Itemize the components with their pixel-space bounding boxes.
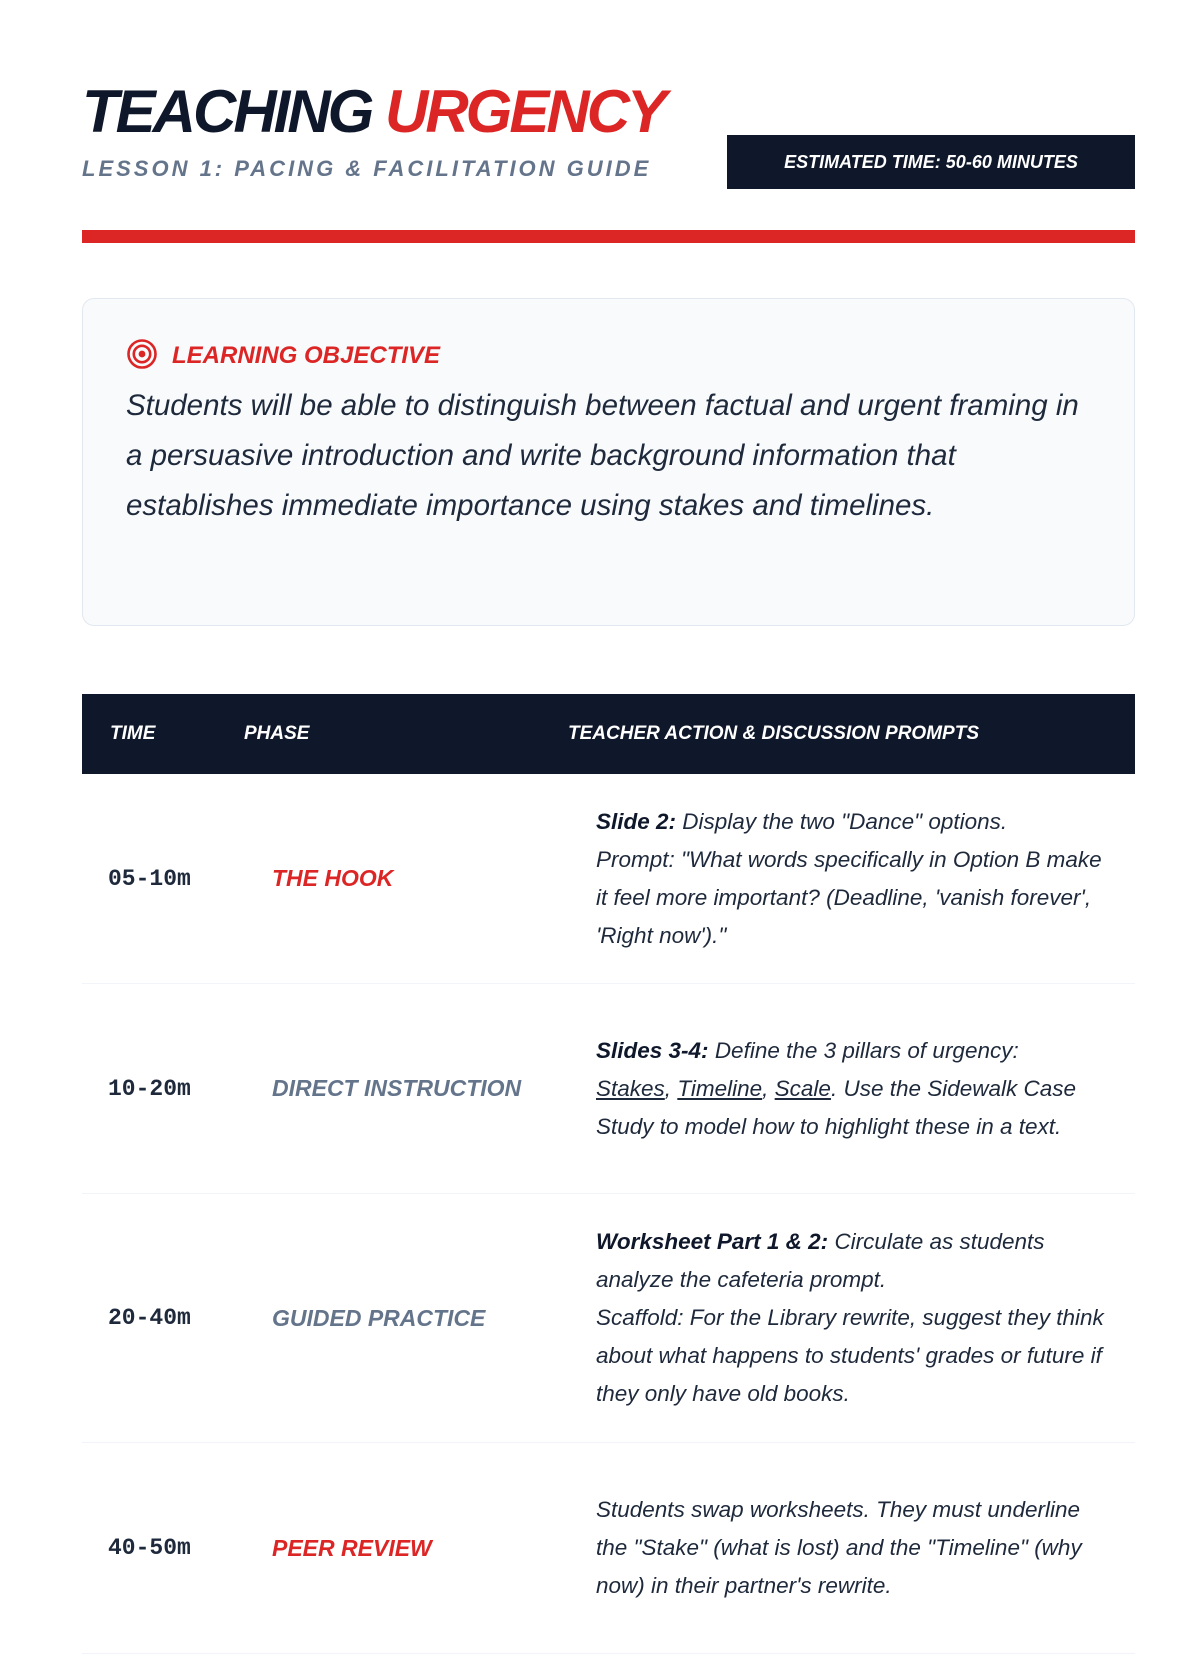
header-phase: PHASE	[244, 723, 310, 744]
row-action-text: Circulate as students analyze the cafeteria prompt.	[596, 1229, 1045, 1292]
learning-objective-card	[82, 298, 1135, 626]
row-phase: DIRECT INSTRUCTION	[272, 1075, 522, 1101]
row-action-lead: Worksheet Part 1 & 2:	[596, 1229, 829, 1254]
row-action	[596, 1032, 1135, 1146]
row-action-text: Define the 3 pillars of urgency:	[714, 1037, 1019, 1063]
row-action	[596, 803, 1135, 955]
pillar-separator: ,	[762, 1075, 775, 1101]
row-time: 05-10m	[108, 865, 191, 892]
objective-text: Students will be able to distinguish between factual and urgent framing in a persuasive introduction and write background information that establishes immediate importance using stakes and timelines.	[126, 389, 1079, 522]
row-action-text: Students swap worksheets. They must underline the "Stake" (what is lost) and the "Timeline" (why now) in their partner's rewrite.	[596, 1497, 1082, 1598]
row-time: 20-40m	[108, 1305, 191, 1331]
row-phase: GUIDED PRACTICE	[272, 1304, 486, 1331]
row-action-continuation: . Use the Sidewalk Case Study to model how to highlight these in a text.	[596, 1075, 1077, 1139]
pillar-separator: ,	[664, 1075, 678, 1101]
table-row	[82, 984, 1135, 1194]
pillar-scale: Scale	[774, 1075, 831, 1101]
row-time: 10-20m	[108, 1075, 191, 1102]
row-action-lead: Slide 2:	[596, 808, 677, 834]
header-divider	[82, 230, 1135, 243]
row-action	[596, 1223, 1135, 1413]
header-time: TIME	[110, 723, 156, 744]
row-time: 40-50m	[108, 1535, 191, 1561]
title-teaching: TEACHING	[82, 78, 372, 145]
row-action	[596, 1491, 1135, 1605]
objective-header	[126, 337, 1094, 375]
objective-label: LEARNING OBJECTIVE	[172, 342, 441, 369]
table-row	[82, 1443, 1135, 1654]
row-action-prompt: Prompt: "What words specifically in Option B make it feel more important? (Deadline, 'vanish forever', 'Right now')."	[596, 846, 1102, 948]
page-subtitle: LESSON 1: PACING & FACILITATION GUIDE	[82, 156, 652, 181]
target-icon	[126, 338, 158, 375]
pacing-table	[82, 694, 1135, 1654]
estimated-time-badge: ESTIMATED TIME: 50-60 MINUTES	[727, 135, 1135, 189]
row-phase: THE HOOK	[272, 865, 394, 891]
table-header	[82, 694, 1135, 774]
pillar-timeline: Timeline	[677, 1075, 763, 1101]
table-row	[82, 1194, 1135, 1443]
row-action-lead: Slides 3-4:	[596, 1037, 709, 1063]
table-row	[82, 774, 1135, 984]
row-action-scaffold: Scaffold: For the Library rewrite, suggest they think about what happens to students' grades or future if they only have old books.	[596, 1305, 1104, 1406]
title-urgency: URGENCY	[385, 78, 665, 145]
row-action-text: Display the two "Dance" options.	[682, 808, 1008, 834]
header-actions: TEACHER ACTION & DISCUSSION PROMPTS	[568, 723, 979, 744]
row-phase: PEER REVIEW	[272, 1534, 432, 1561]
pillar-stakes: Stakes	[596, 1075, 665, 1101]
